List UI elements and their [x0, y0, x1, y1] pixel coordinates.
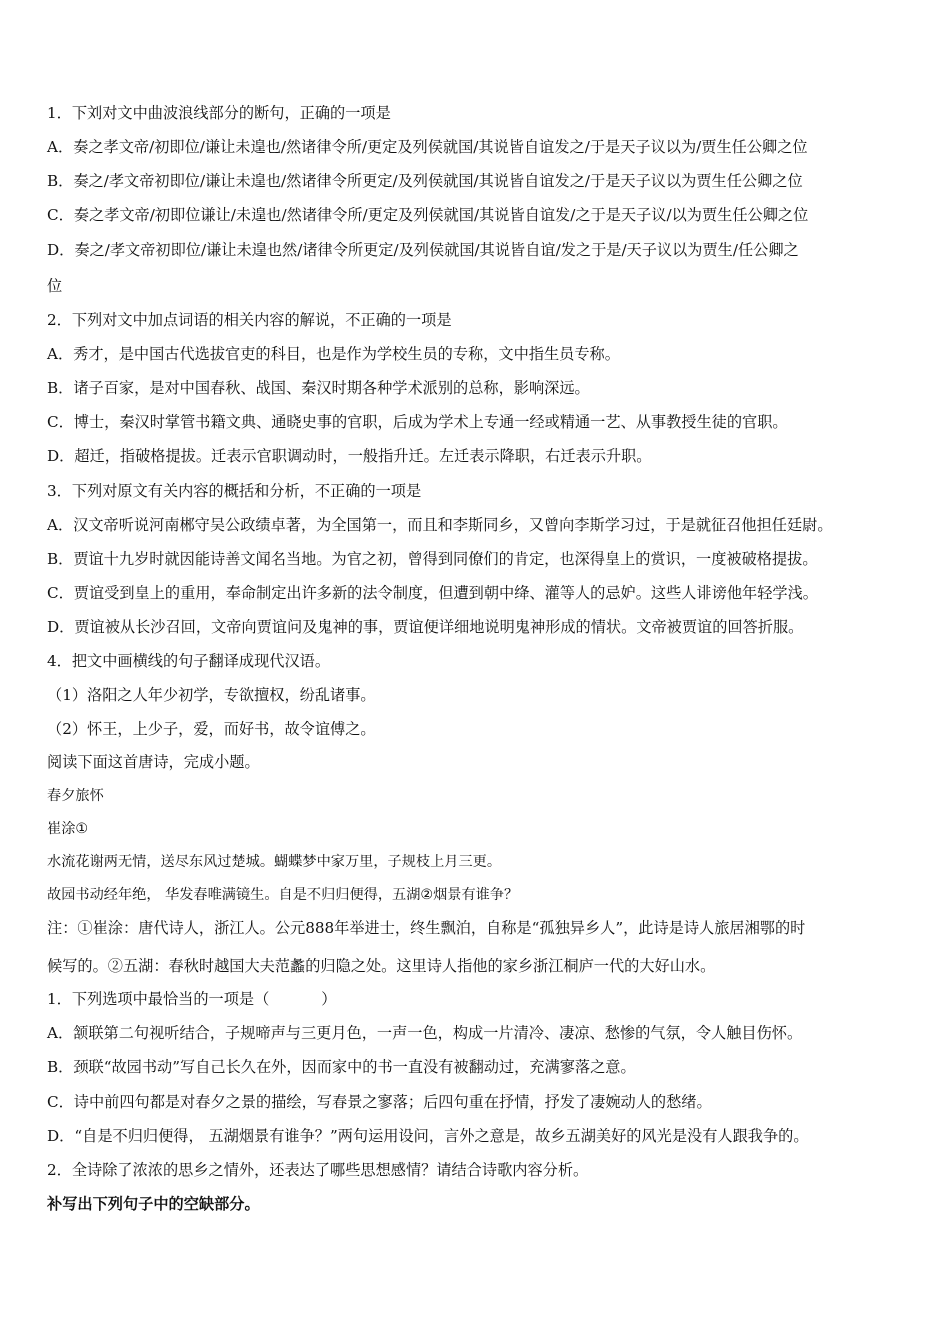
question-4-sentence-2: （2）怀王，上少子，爱，而好书，故令谊傅之。: [47, 720, 376, 738]
poem-question-1-option-c: C．诗中前四句都是对春夕之景的描绘，写春景之寥落；后四句重在抒情，抒发了凄婉动人的愁绪。: [47, 1093, 712, 1111]
question-2-option-c: C．博士，秦汉时掌管书籍文典、通晓史事的官职，后成为学术上专通一经或精通一艺、从事教授生徒的官职。: [47, 413, 788, 431]
question-1-option-b: B．奏之/孝文帝初即位/谦让未遑也/然诸律令所更定/及列侯就国/其说皆自谊发之/于是天子议以为贾生任公卿之位: [47, 172, 803, 190]
poem-note-line-1: 注：①崔涂：唐代诗人，浙江人。公元888年举进士，终生飘泊，自称是“孤独异乡人”，此诗是诗人旅居湘鄂的时: [47, 919, 806, 937]
question-1-option-c: C．奏之孝文帝/初即位谦让/未遑也/然诸律令所/更定及列侯就国/其说皆自谊发/之于是天子议/以为贾生任公卿之位: [47, 206, 809, 224]
question-1-option-a: A．奏之孝文帝/初即位/谦让未遑也/然诸律令所/更定及列侯就国/其说皆自谊发之/于是天子议以为/贾生任公卿之位: [47, 138, 808, 156]
question-1-option-d-continued: 位: [47, 277, 63, 295]
poem-question-1-option-d: D．“自是不归归便得， 五湖烟景有谁争？”两句运用设问，言外之意是，故乡五湖美好的风光是没有人跟我争的。: [47, 1127, 809, 1145]
question-3-option-b: B．贾谊十九岁时就因能诗善文闻名当地。为官之初，曾得到同僚们的肯定，也深得皇上的赏识，一度被破格提拔。: [47, 550, 818, 568]
question-2-option-a: A．秀才，是中国古代选拔官吏的科目，也是作为学校生员的专称，文中指生员专称。: [47, 345, 620, 363]
question-1-option-d: D．奏之/孝文帝初即位/谦让未遑也然/诸律令所更定/及列侯就国/其说皆自谊/发之于是/天子议以为贾生/任公卿之: [47, 241, 799, 259]
section-heading: 补写出下列句子中的空缺部分。: [47, 1195, 260, 1213]
poem-question-1-option-b: B．颈联“故园书动”写自己长久在外，因而家中的书一直没有被翻动过，充满寥落之意。: [47, 1058, 636, 1076]
question-4-sentence-1: （1）洛阳之人年少初学，专欲擅权，纷乱诸事。: [47, 686, 376, 704]
question-2-stem: 2．下列对文中加点词语的相关内容的解说，不正确的一项是: [47, 311, 452, 329]
stem-closing: ）: [321, 990, 337, 1008]
question-3-option-a: A．汉文帝听说河南郴守吴公政绩卓著，为全国第一，而且和李斯同乡，又曾向李斯学习过，于是就征召他担任廷尉。: [47, 516, 833, 534]
poem-author: 崔涂①: [47, 821, 89, 837]
question-3-option-c: C．贾谊受到皇上的重用，奉命制定出许多新的法令制度，但遭到朝中绛、灌等人的忌妒。这些人诽谤他年轻学浅。: [47, 584, 818, 602]
stem-text: 1．下列选项中最恰当的一项是（: [47, 990, 270, 1008]
poem-intro: 阅读下面这首唐诗，完成小题。: [47, 753, 260, 771]
poem-title: 春夕旅怀: [47, 788, 104, 804]
poem-question-2-stem: 2．全诗除了浓浓的思乡之情外，还表达了哪些思想感情？请结合诗歌内容分析。: [47, 1161, 589, 1179]
poem-note-line-2: 候写的。②五湖：春秋时越国大夫范蠡的归隐之处。这里诗人指他的家乡浙江桐庐一代的大好山水。: [47, 957, 716, 975]
question-4-stem: 4．把文中画横线的句子翻译成现代汉语。: [47, 652, 331, 670]
poem-line-2: 故园书动经年绝， 华发春唯满镜生。自是不归归便得，五湖②烟景有谁争？: [47, 887, 519, 903]
question-1-stem: 1．下刘对文中曲波浪线部分的断句，正确的一项是: [47, 104, 391, 122]
question-2-option-b: B．诸子百家，是对中国春秋、战国、秦汉时期各种学术派别的总称，影响深远。: [47, 379, 590, 397]
question-3-option-d: D．贾谊被从长沙召回，文帝向贾谊问及鬼神的事，贾谊便详细地说明鬼神形成的情状。文帝被贾谊的回答折服。: [47, 618, 804, 636]
poem-line-1: 水流花谢两无情，送尽东风过楚城。蝴蝶梦中家万里，子规枝上月三更。: [47, 854, 502, 870]
question-3-stem: 3．下列对原文有关内容的概括和分析，不正确的一项是: [47, 482, 422, 500]
poem-question-1-option-a: A．颔联第二句视听结合，子规啼声与三更月色，一声一色，构成一片清冷、凄凉、愁惨的气氛，令人触目伤怀。: [47, 1024, 803, 1042]
poem-question-1-stem: [47, 989, 336, 1009]
question-2-option-d: D．超迁，指破格提拔。迁表示官职调动时，一般指升迁。左迁表示降职，右迁表示升职。: [47, 447, 652, 465]
